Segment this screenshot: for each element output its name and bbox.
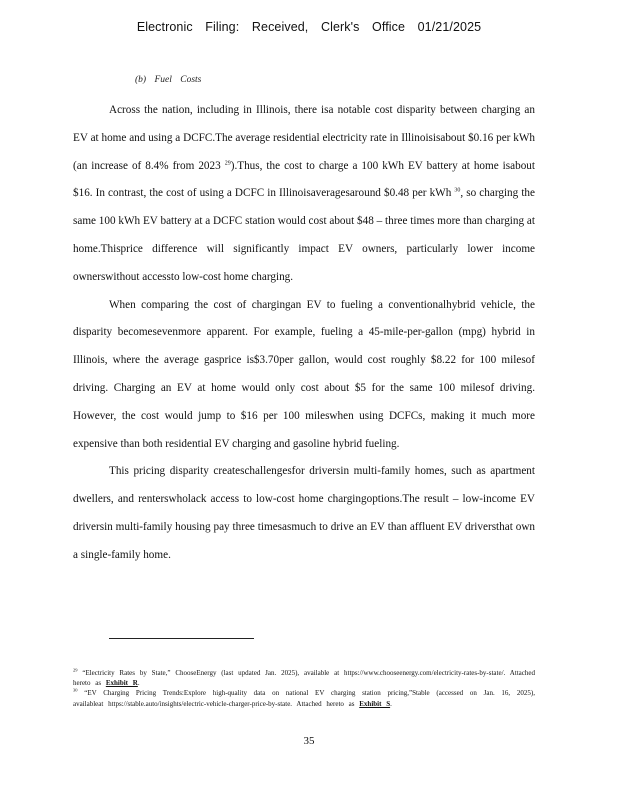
footnote-divider: [109, 638, 254, 639]
footnote-end: .: [390, 699, 392, 708]
exhibit-link[interactable]: Exhibit R: [105, 679, 138, 688]
body-text: [73, 97, 535, 570]
filing-header: Electronic Filing: Received, Clerk's Office 01/21/2025: [136, 20, 482, 34]
footnote-text: “EV Charging Pricing Trends:Explore high-quality data on national EV charging station pricing,”Stable (accessed on Jan. 16, 2025), availableat https://stable.auto/insights/electric-vehicle-charger-price-by-state. Attached hereto as: [73, 689, 535, 708]
paragraph-electricity-cost: [73, 97, 535, 292]
paragraph-text: ).Thus, the cost to charge a 100 kWh EV battery at home isabout $16. In contrast, the cost of using a DCFC in Illinoisaveragesaround $0.48 per kWh: [73, 159, 535, 200]
footnote-29: [73, 668, 535, 688]
exhibit-link[interactable]: Exhibit S: [359, 699, 391, 708]
paragraph-text: , so charging the same 100 kWh EV battery at a DCFC station would cost about $48 – three times more than charging at home.Thisprice difference will significantly impact EV owners, particularly lower income ownerswithout accessto low-cost home charging.: [73, 187, 535, 283]
footnote-text: “Electricity Rates by State,” ChooseEnergy (last updated Jan. 2025), available at https://www.chooseenergy.com/electricity-rates-by-state/. Attached hereto as: [73, 669, 535, 688]
footnote-30: [73, 688, 535, 708]
footnote-number: 29: [73, 667, 78, 673]
footnote-number: 30: [73, 688, 78, 694]
paragraph-text: Across the nation, including in Illinois, there isa notable cost disparity between charging an EV at home and using a DCFC.The average residential electricity rate in Illinoisisabout $0.16 per kWh (an increase of 8.4% from 2023: [73, 104, 535, 172]
footnote-ref: 30: [454, 187, 461, 194]
section-heading: (b) Fuel Costs: [135, 75, 202, 85]
page-number: 35: [303, 735, 315, 747]
paragraph-hybrid-comparison: When comparing the cost of chargingan EV to fueling a conventionalhybrid vehicle, the disparity becomesevenmore apparent. For example, fueling a 45-mile-per-gallon (mpg) hybrid in Illinois, where the average gasprice is$3.70per gallon, would cost roughly $8.22 for 100 milesof driving. Charging an EV at home would only cost about $5 for the same 100 milesof driving. However, the cost would jump to $16 per 100 mileswhen using DCFCs, making it much more expensive than both residential EV charging and gasoline hybrid fueling.: [73, 298, 535, 450]
paragraph-multifamily: This pricing disparity createschallengesfor driversin multi-family homes, such as apartment dwellers, and renterswholack access to low-cost home chargingoptions.The result – low-income EV driversin multi-family housing pay three timesasmuch to drive an EV than affluent EV driversthat own a single-family home.: [73, 465, 535, 561]
footnote-ref: 29: [224, 159, 231, 166]
footnote-end: .: [137, 679, 140, 688]
footnotes: [73, 668, 535, 709]
